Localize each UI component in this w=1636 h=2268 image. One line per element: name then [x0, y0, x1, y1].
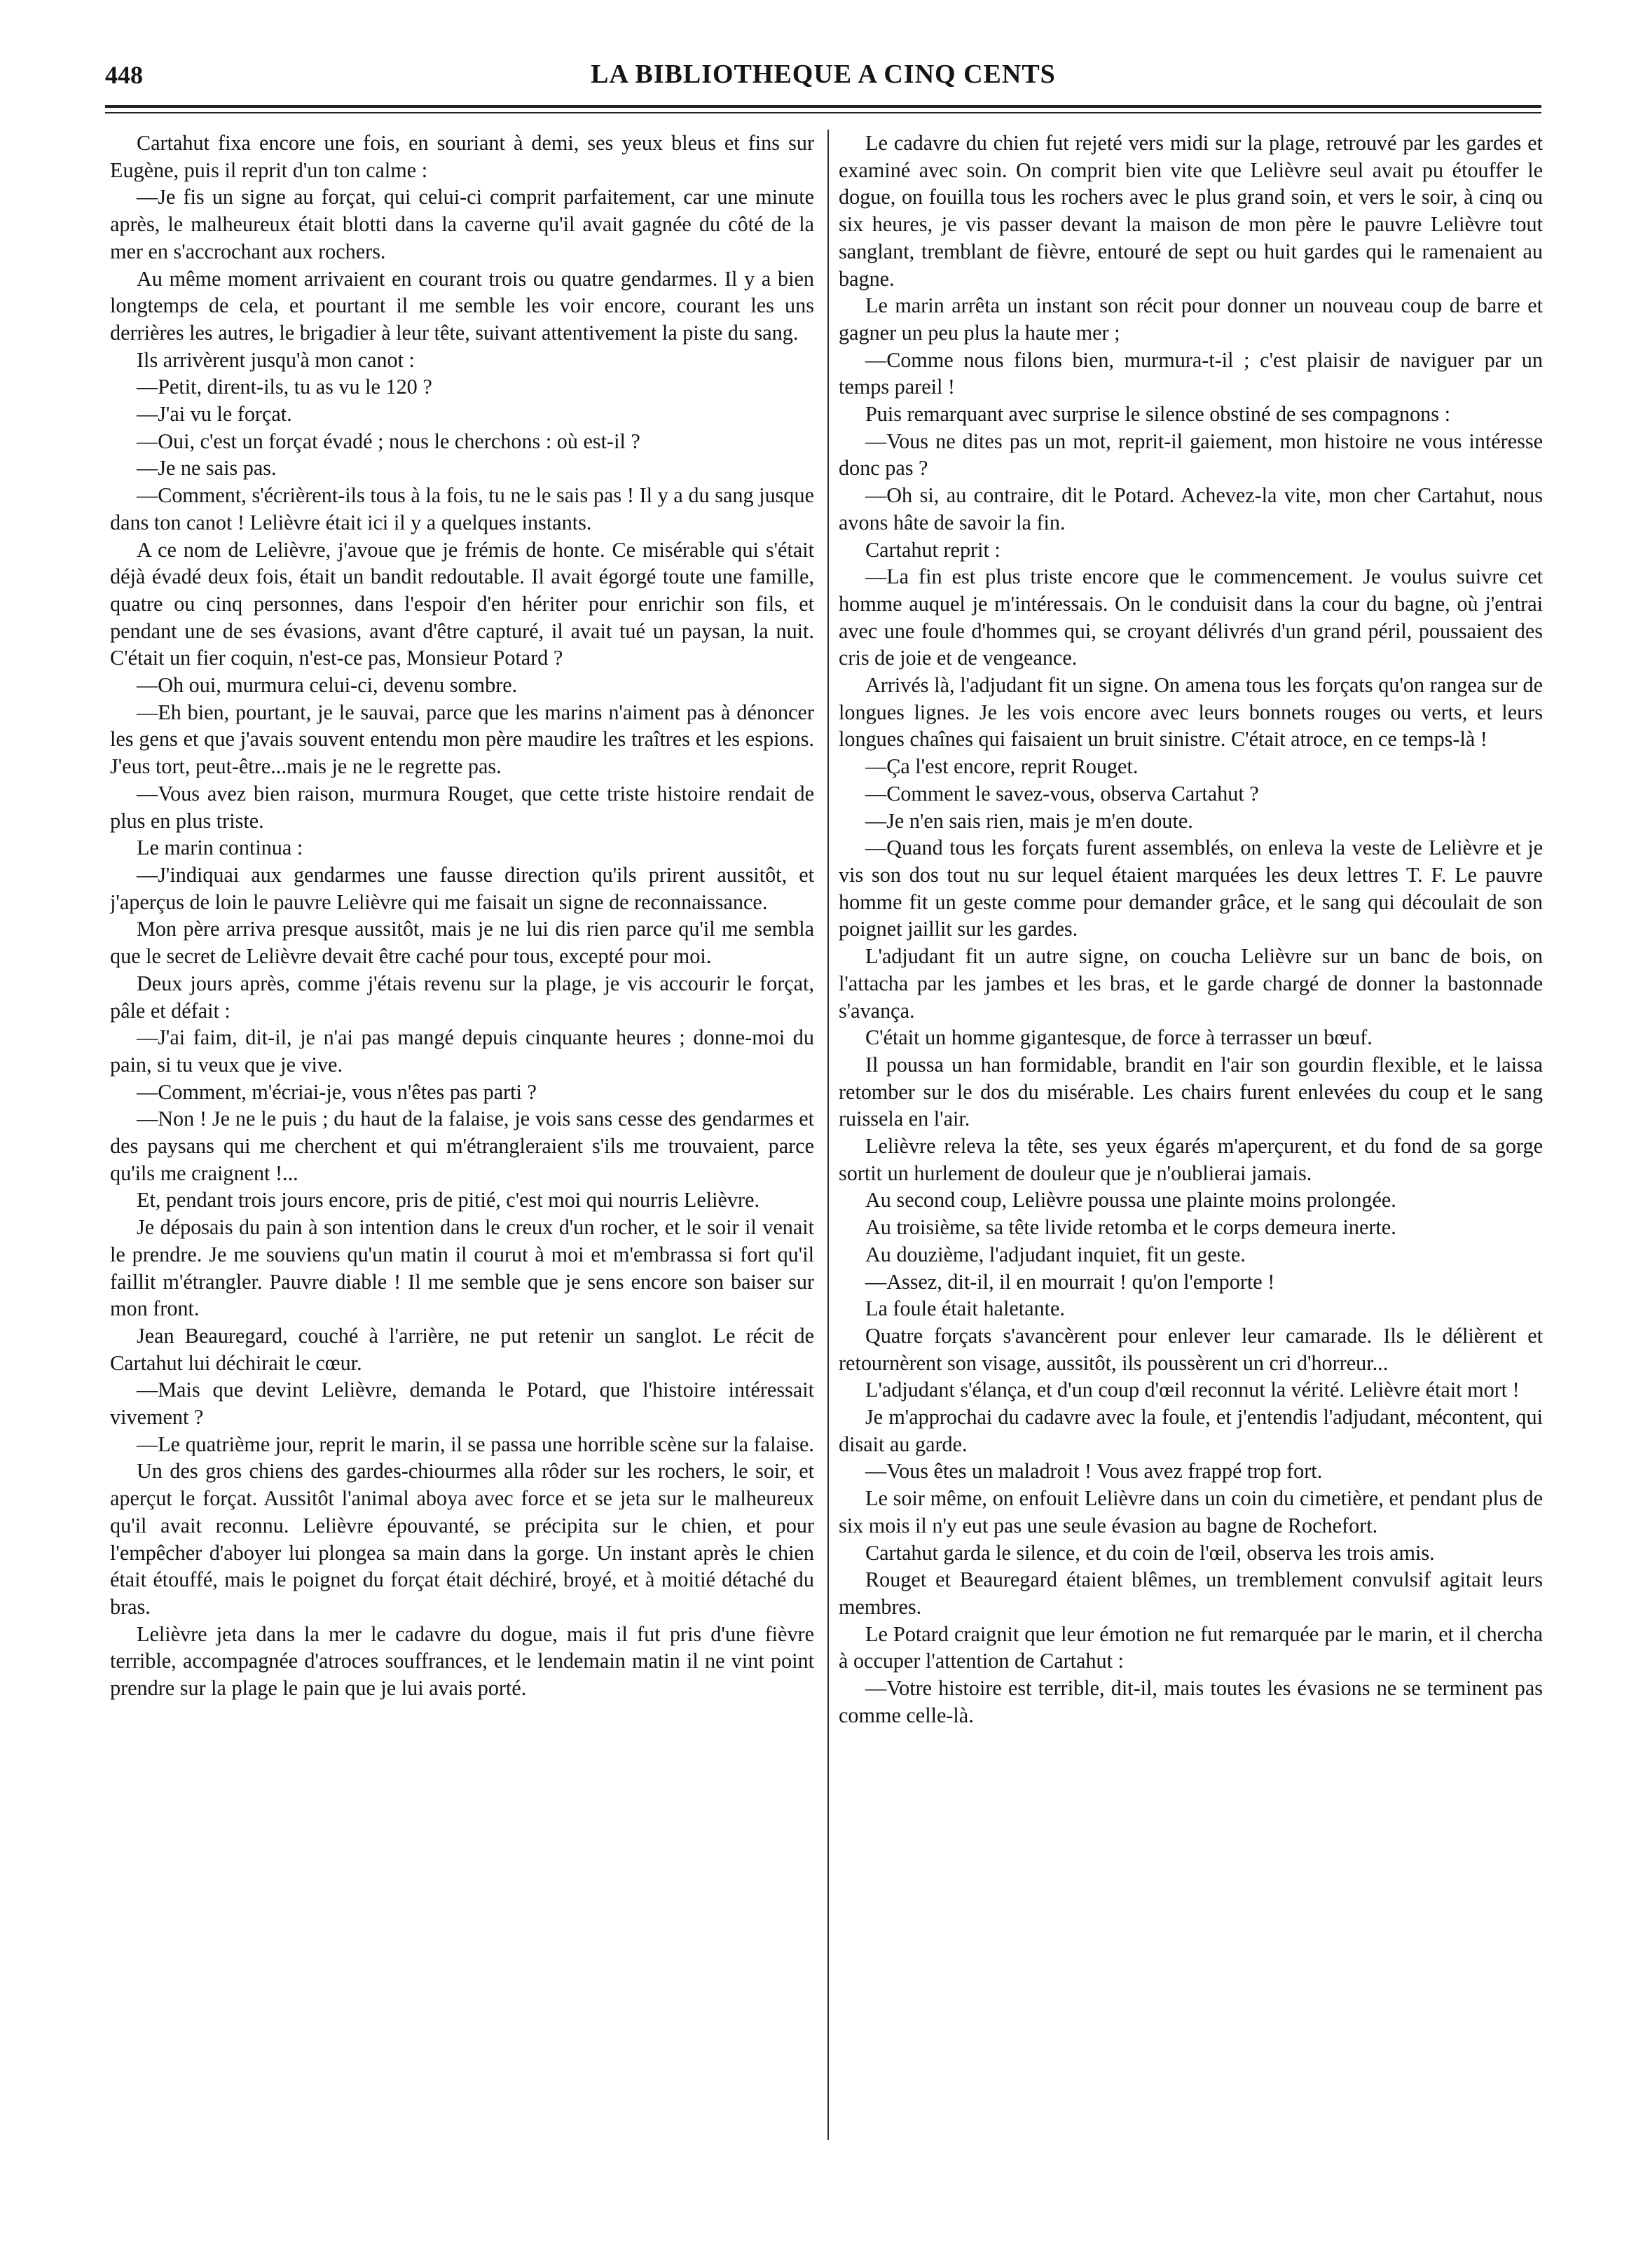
paragraph: Au douzième, l'adjudant inquiet, fit un geste.	[865, 1242, 1246, 1266]
page-number: 448	[105, 61, 143, 89]
paragraph: C'était un homme gigantesque, de force à terrasser un bœuf.	[865, 1025, 1373, 1050]
paragraph: Quatre forçats s'avancèrent pour enlever leur camarade. Ils le délièrent et retournèrent son visage, aussitôt, ils poussèrent un cri d'horreur...	[839, 1323, 1543, 1375]
header-rule	[105, 105, 1541, 108]
paragraph: —Assez, dit-il, il en mourrait ! qu'on l'emporte !	[865, 1269, 1275, 1294]
paragraph: Au même moment arrivaient en courant trois ou quatre gendarmes. Il y a bien longtemps de cela, et pourtant il me semble les voir encore, courant les uns derrières les autres, le brigadier à leur tête, suivant attentivement la piste du sang.	[110, 266, 814, 345]
paragraph: —La fin est plus triste encore que le commencement. Je voulus suivre cet homme auquel je m'intéressais. On le conduisit dans la cour du bagne, où j'entrai avec une foule d'hommes qui, se croyant délivrés d'un grand péril, poussaient des cris de joie et de vengeance.	[839, 565, 1543, 670]
paragraph: Arrivés là, l'adjudant fit un signe. On amena tous les forçats qu'on rangea sur de longues lignes. Je les vois encore avec leurs bonnets rouges ou verts, et leurs longues chaînes qui faisaient un bruit sinistre. C'était atroce, en ce temps-là !	[839, 673, 1543, 752]
paragraph: Cartahut garda le silence, et du coin de l'œil, observa les trois amis.	[865, 1540, 1435, 1565]
paragraph: —Je ne sais pas.	[137, 456, 277, 480]
paragraph: Lelièvre releva la tête, ses yeux égarés m'aperçurent, et du fond de sa gorge sortit un hurlement de douleur que je n'oublierai jamais.	[839, 1134, 1543, 1185]
paragraph: —Comment, s'écrièrent-ils tous à la fois, tu ne le sais pas ! Il y a du sang jusque dans ton canot ! Lelièvre était ici il y a quelques instants.	[110, 483, 814, 534]
paragraph: Ils arrivèrent jusqu'à mon canot :	[137, 347, 415, 372]
paragraph: —Ça l'est encore, reprit Rouget.	[865, 754, 1139, 779]
paragraph: Le marin continua :	[137, 836, 303, 860]
paragraph: —J'indiquai aux gendarmes une fausse direction qu'ils prirent aussitôt, et j'aperçus de loin le pauvre Lelièvre qui me faisait un signe de reconnaissance.	[110, 862, 814, 914]
paragraph: —Oh oui, murmura celui-ci, devenu sombre.	[137, 673, 518, 698]
paragraph: —Comme nous filons bien, murmura-t-il ; c'est plaisir de naviguer par un temps pareil !	[839, 347, 1543, 399]
paragraph: Le marin arrêta un instant son récit pour donner un nouveau coup de barre et gagner un peu plus la haute mer ;	[839, 293, 1543, 345]
paragraph: Et, pendant trois jours encore, pris de pitié, c'est moi qui nourris Lelièvre.	[137, 1188, 760, 1212]
paragraph: —Vous ne dites pas un mot, reprit-il gaiement, mon histoire ne vous intéresse donc pas ?	[839, 429, 1543, 480]
paragraph: Un des gros chiens des gardes-chiourmes alla rôder sur les rochers, le soir, et aperçut le forçat. Aussitôt l'animal aboya avec force et se jeta sur le malheureux qu'il avait reconnu. Lelièvre épouvanté, se précipita sur le chien, et pour l'empêcher d'aboyer lui plongea sa main dans la gorge. Un instant après le chien était étouffé, mais le poignet du forçat était déchiré, broyé, et à moitié détaché du bras.	[110, 1459, 814, 1619]
paragraph: —Vous êtes un maladroit ! Vous avez frappé trop fort.	[865, 1459, 1323, 1484]
paragraph: —Vous avez bien raison, murmura Rouget, que cette triste histoire rendait de plus en plus triste.	[110, 781, 814, 833]
paragraph: Je m'approchai du cadavre avec la foule, et j'entendis l'adjudant, mécontent, qui disait au garde.	[839, 1405, 1543, 1456]
paragraph: Cartahut fixa encore une fois, en souriant à demi, ses yeux bleus et fins sur Eugène, puis il reprit d'un ton calme :	[110, 131, 814, 182]
paragraph: —Non ! Je ne le puis ; du haut de la falaise, je vois sans cesse des gendarmes et des paysans qui me cherchent et qui m'étrangleraient s'ils me trouvaient, parce qu'ils me craignent !...	[110, 1107, 814, 1185]
paragraph: —Comment le savez-vous, observa Cartahut ?	[865, 781, 1259, 805]
running-title: LA BIBLIOTHEQUE A CINQ CENTS	[591, 60, 1056, 89]
paragraph: —Eh bien, pourtant, je le sauvai, parce que les marins n'aiment pas à dénoncer les gens et que j'avais souvent entendu mon père maudire les traîtres et les espions. J'eus tort, peut-être...mais je ne le regrette pas.	[110, 700, 814, 779]
paragraph: Deux jours après, comme j'étais revenu sur la plage, je vis accourir le forçat, pâle et défait :	[110, 971, 814, 1023]
left-column	[110, 130, 814, 2161]
column-divider	[827, 130, 829, 2140]
paragraph: —Comment, m'écriai-je, vous n'êtes pas parti ?	[137, 1079, 537, 1104]
paragraph: —Mais que devint Lelièvre, demanda le Potard, que l'histoire intéressait vivement ?	[110, 1378, 814, 1430]
paragraph: Le Potard craignit que leur émotion ne fut remarquée par le marin, et il chercha à occuper l'attention de Cartahut :	[839, 1622, 1543, 1673]
paragraph: —Le quatrième jour, reprit le marin, il se passa une horrible scène sur la falaise.	[137, 1432, 814, 1456]
paragraph: La foule était haletante.	[865, 1297, 1065, 1321]
paragraph: —J'ai faim, dit-il, je n'ai pas mangé depuis cinquante heures ; donne-moi du pain, si tu veux que je vive.	[110, 1025, 814, 1077]
paragraph: Cartahut reprit :	[865, 537, 1001, 562]
paragraph: Mon père arriva presque aussitôt, mais je ne lui dis rien parce qu'il me sembla que le secret de Lelièvre devait être caché pour tous, excepté pour moi.	[110, 917, 814, 969]
paragraph: L'adjudant s'élança, et d'un coup d'œil reconnut la vérité. Lelièvre était mort !	[865, 1378, 1520, 1402]
paragraph: —Votre histoire est terrible, dit-il, mais toutes les évasions ne se terminent pas comme celle-là.	[839, 1676, 1543, 1727]
paragraph: Jean Beauregard, couché à l'arrière, ne put retenir un sanglot. Le récit de Cartahut lui déchirait le cœur.	[110, 1323, 814, 1375]
page-header	[105, 57, 1541, 99]
header-rule-thin	[105, 112, 1541, 113]
paragraph: Puis remarquant avec surprise le silence obstiné de ses compagnons :	[865, 402, 1450, 427]
paragraph: Le soir même, on enfouit Lelièvre dans un coin du cimetière, et pendant plus de six mois il n'y eut pas une seule évasion au bagne de Rochefort.	[839, 1486, 1543, 1537]
paragraph: Au troisième, sa tête livide retomba et le corps demeura inerte.	[865, 1215, 1396, 1240]
paragraph: A ce nom de Lelièvre, j'avoue que je frémis de honte. Ce misérable qui s'était déjà évadé deux fois, était un bandit redoutable. Il avait égorgé toute une famille, quatre ou cinq personnes, dans l'espoir d'en hériter pour enrichir son fils, et pendant une de ses évasions, avant d'être capturé, il avait tué un paysan, la nuit. C'était un fier coquin, n'est-ce pas, Monsieur Potard ?	[110, 537, 814, 670]
paragraph: Je déposais du pain à son intention dans le creux d'un rocher, et le soir il venait le prendre. Je me souviens qu'un matin il courut à moi et m'embrassa si fort qu'il faillit m'étrangler. Pauvre diable ! Il me semble que je sens encore son baiser sur mon front.	[110, 1215, 814, 1321]
paragraph: —J'ai vu le forçat.	[137, 402, 292, 427]
paragraph: Au second coup, Lelièvre poussa une plainte moins prolongée.	[865, 1188, 1396, 1212]
paragraph: —Quand tous les forçats furent assemblés, on enleva la veste de Lelièvre et je vis son dos tout nu sur lequel étaient marquées les deux lettres T. F. Le pauvre homme fit un geste comme pour demander grâce, et le sang qui découlait de son poignet jaillit sur les gardes.	[839, 836, 1543, 941]
paragraph: Rouget et Beauregard étaient blêmes, un tremblement convulsif agitait leurs membres.	[839, 1568, 1543, 1619]
paragraph: Le cadavre du chien fut rejeté vers midi sur la plage, retrouvé par les gardes et examiné avec soin. On comprit bien vite que Lelièvre seul avait pu étouffer le dogue, on fouilla tous les rochers avec le plus grand soin, et vers le soir, à cinq ou six heures, je vis passer devant la maison de mon père le pauvre Lelièvre tout sanglant, tremblant de fièvre, entouré de sept ou huit gardes qui le ramenaient au bagne.	[839, 131, 1543, 291]
paragraph: L'adjudant fit un autre signe, on coucha Lelièvre sur un banc de bois, on l'attacha par les jambes et les bras, et le garde chargé de donner la bastonnade s'avança.	[839, 944, 1543, 1023]
paragraph: Lelièvre jeta dans la mer le cadavre du dogue, mais il fut pris d'une fièvre terrible, accompagnée d'atroces souffrances, et le lendemain matin il ne vint point prendre sur la plage le pain que je lui avais porté.	[110, 1622, 814, 1701]
paragraph: Il poussa un han formidable, brandit en l'air son gourdin flexible, et le laissa retomber sur le dos du misérable. Les chairs furent enlevées du coup et le sang ruissela en l'air.	[839, 1052, 1543, 1131]
right-column	[839, 130, 1543, 2161]
paragraph: —Je fis un signe au forçat, qui celui-ci comprit parfaitement, car une minute après, le malheureux était blotti dans la caverne qu'il avait gagnée du côté de la mer en s'accrochant aux rochers.	[110, 185, 814, 263]
paragraph: —Oui, c'est un forçat évadé ; nous le cherchons : où est-il ?	[137, 429, 640, 453]
paragraph: —Oh si, au contraire, dit le Potard. Achevez-la vite, mon cher Cartahut, nous avons hâte de savoir la fin.	[839, 483, 1543, 534]
paragraph: —Je n'en sais rien, mais je m'en doute.	[865, 808, 1193, 833]
paragraph: —Petit, dirent-ils, tu as vu le 120 ?	[137, 375, 432, 399]
